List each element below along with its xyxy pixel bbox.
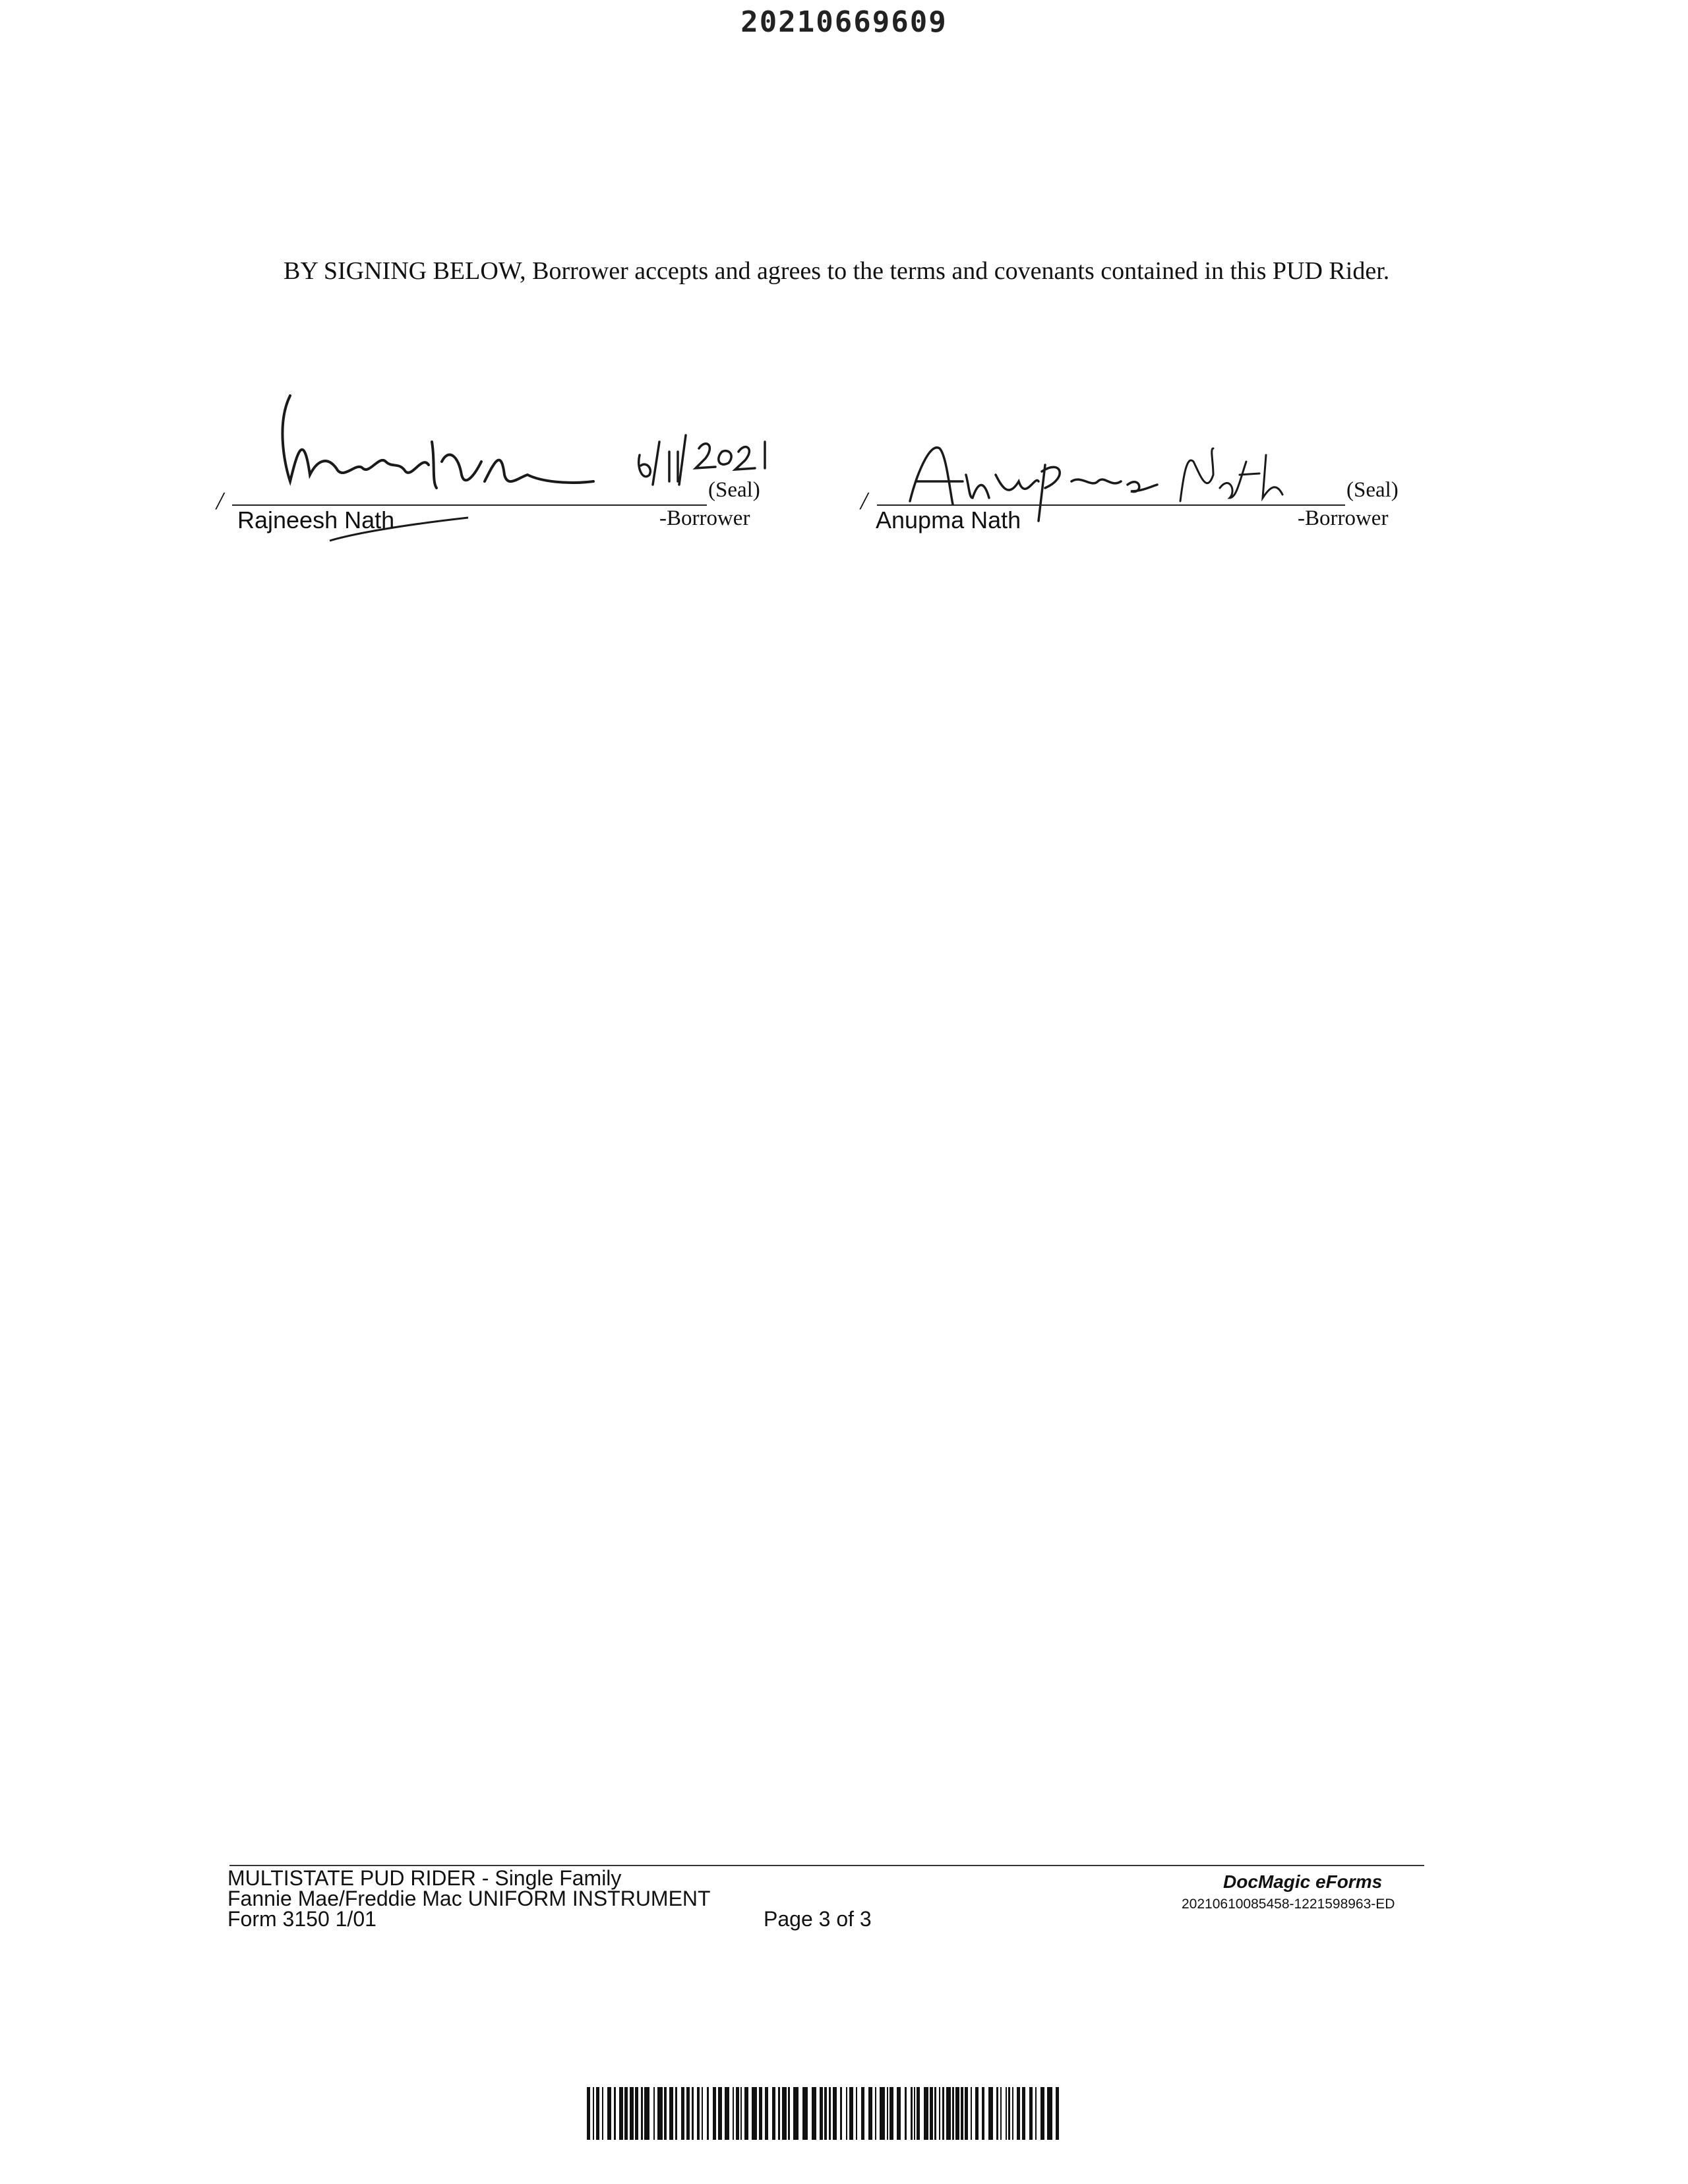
barcode-bar bbox=[619, 2087, 623, 2140]
barcode-bar bbox=[955, 2087, 959, 2140]
footer-form-number: Form 3150 1/01 bbox=[227, 1907, 377, 1931]
barcode-bar bbox=[736, 2087, 739, 2140]
barcode-bar bbox=[917, 2087, 920, 2140]
barcode-bar bbox=[602, 2087, 603, 2140]
barcode-bar bbox=[861, 2087, 864, 2140]
barcode-bar bbox=[686, 2087, 690, 2140]
barcode-bar bbox=[713, 2087, 716, 2140]
footer-brand-logo: DocMagic eForms bbox=[1223, 1871, 1383, 1892]
barcode-bar bbox=[1047, 2087, 1052, 2140]
barcode-bar bbox=[1000, 2087, 1002, 2140]
barcode-bar bbox=[740, 2087, 742, 2140]
barcode-bar bbox=[1029, 2087, 1033, 2140]
barcode-bar bbox=[911, 2087, 913, 2140]
barcode-bar bbox=[1022, 2087, 1025, 2140]
barcode-bar bbox=[930, 2087, 933, 2140]
seal-label-2: (Seal) bbox=[1346, 478, 1399, 502]
barcode-bar bbox=[952, 2087, 954, 2140]
barcode-bar bbox=[802, 2087, 808, 2140]
barcode-bar bbox=[846, 2087, 847, 2140]
barcode-bar bbox=[856, 2087, 857, 2140]
barcode-bar bbox=[635, 2087, 638, 2140]
barcode-bar bbox=[725, 2087, 729, 2140]
barcode-bar bbox=[733, 2087, 734, 2140]
barcode-bar bbox=[587, 2087, 590, 2140]
signature-line-1 bbox=[232, 504, 707, 506]
barcode-bar bbox=[644, 2087, 649, 2140]
barcode-bar bbox=[961, 2087, 963, 2140]
barcode-bar bbox=[744, 2087, 748, 2140]
barcode-bar bbox=[1008, 2087, 1010, 2140]
barcode-bar bbox=[914, 2087, 915, 2140]
barcode-bar bbox=[593, 2087, 594, 2140]
signature-line-2 bbox=[877, 504, 1345, 506]
footer-form-title: MULTISTATE PUD RIDER - Single Family bbox=[227, 1866, 622, 1890]
barcode-bar bbox=[939, 2087, 940, 2140]
barcode-bar bbox=[897, 2087, 901, 2140]
barcode-bar bbox=[630, 2087, 634, 2140]
signing-statement: BY SIGNING BELOW, Borrower accepts and agrees to the terms and covenants contained in this PUD Rider. bbox=[284, 257, 1390, 285]
barcode-bar bbox=[975, 2087, 979, 2140]
barcode-bar bbox=[840, 2087, 842, 2140]
barcode-bar bbox=[641, 2087, 643, 2140]
barcode-bar bbox=[718, 2087, 722, 2140]
footer-instrument: Fannie Mae/Freddie Mac UNIFORM INSTRUMENT bbox=[227, 1887, 711, 1910]
barcode-bar bbox=[887, 2087, 888, 2140]
barcode-bar bbox=[988, 2087, 993, 2140]
barcode-bar bbox=[653, 2087, 655, 2140]
barcode-bar bbox=[793, 2087, 799, 2140]
barcode-bar bbox=[759, 2087, 762, 2140]
barcode-graphic bbox=[587, 2087, 1062, 2140]
barcode-bar bbox=[707, 2087, 709, 2140]
barcode-bar bbox=[778, 2087, 780, 2140]
barcode-bar bbox=[1017, 2087, 1020, 2140]
barcode-bar bbox=[657, 2087, 663, 2140]
barcode-bar bbox=[1056, 2087, 1059, 2140]
barcode-bar bbox=[664, 2087, 667, 2140]
barcode-bar bbox=[924, 2087, 928, 2140]
barcode-bar bbox=[1012, 2087, 1013, 2140]
barcode-bar bbox=[971, 2087, 972, 2140]
barcode-bar bbox=[765, 2087, 768, 2140]
signature-tick-mark: / bbox=[216, 487, 224, 515]
borrower-role-2: -Borrower bbox=[1298, 506, 1389, 530]
barcode-bar bbox=[624, 2087, 628, 2140]
barcode-bar bbox=[996, 2087, 998, 2140]
signature-tick-mark: / bbox=[860, 487, 868, 515]
borrower-name-2: Anupma Nath bbox=[876, 506, 1021, 533]
barcode-bar bbox=[946, 2087, 951, 2140]
barcode-bar bbox=[614, 2087, 616, 2140]
borrower-role-1: -Borrower bbox=[659, 506, 750, 530]
barcode-bar bbox=[833, 2087, 837, 2140]
barcode-bar bbox=[905, 2087, 907, 2140]
footer-document-id: 20210610085458-1221598963-ED bbox=[1182, 1896, 1395, 1912]
recording-number: 20210669609 bbox=[740, 5, 948, 39]
handwritten-signature-rajneesh bbox=[264, 382, 633, 514]
barcode-bar bbox=[829, 2087, 831, 2140]
barcode-bar bbox=[934, 2087, 936, 2140]
seal-label-1: (Seal) bbox=[708, 478, 760, 502]
barcode-bar bbox=[1006, 2087, 1007, 2140]
barcode-bar bbox=[1035, 2087, 1037, 2140]
barcode-bar bbox=[681, 2087, 684, 2140]
barcode-bar bbox=[812, 2087, 816, 2140]
barcode-bar bbox=[675, 2087, 677, 2140]
barcode-bar bbox=[752, 2087, 757, 2140]
barcode-bar bbox=[849, 2087, 853, 2140]
footer-page-number: Page 3 of 3 bbox=[764, 1907, 872, 1931]
barcode-bar bbox=[702, 2087, 703, 2140]
barcode-bar bbox=[875, 2087, 876, 2140]
barcode-bar bbox=[965, 2087, 968, 2140]
barcode-bar bbox=[824, 2087, 827, 2140]
barcode-bar bbox=[669, 2087, 673, 2140]
barcode-bar bbox=[868, 2087, 872, 2140]
barcode-bar bbox=[782, 2087, 787, 2140]
barcode-bar bbox=[596, 2087, 599, 2140]
barcode-bar bbox=[692, 2087, 694, 2140]
barcode-bar bbox=[1040, 2087, 1044, 2140]
barcode-bar bbox=[772, 2087, 775, 2140]
barcode-bar bbox=[788, 2087, 790, 2140]
barcode-bar bbox=[982, 2087, 984, 2140]
barcode-bar bbox=[607, 2087, 611, 2140]
barcode-bar bbox=[889, 2087, 893, 2140]
barcode-bar bbox=[697, 2087, 700, 2140]
barcode-bar bbox=[880, 2087, 885, 2140]
borrower-name-1: Rajneesh Nath bbox=[237, 506, 395, 533]
barcode-bar bbox=[820, 2087, 823, 2140]
barcode-bar bbox=[942, 2087, 944, 2140]
